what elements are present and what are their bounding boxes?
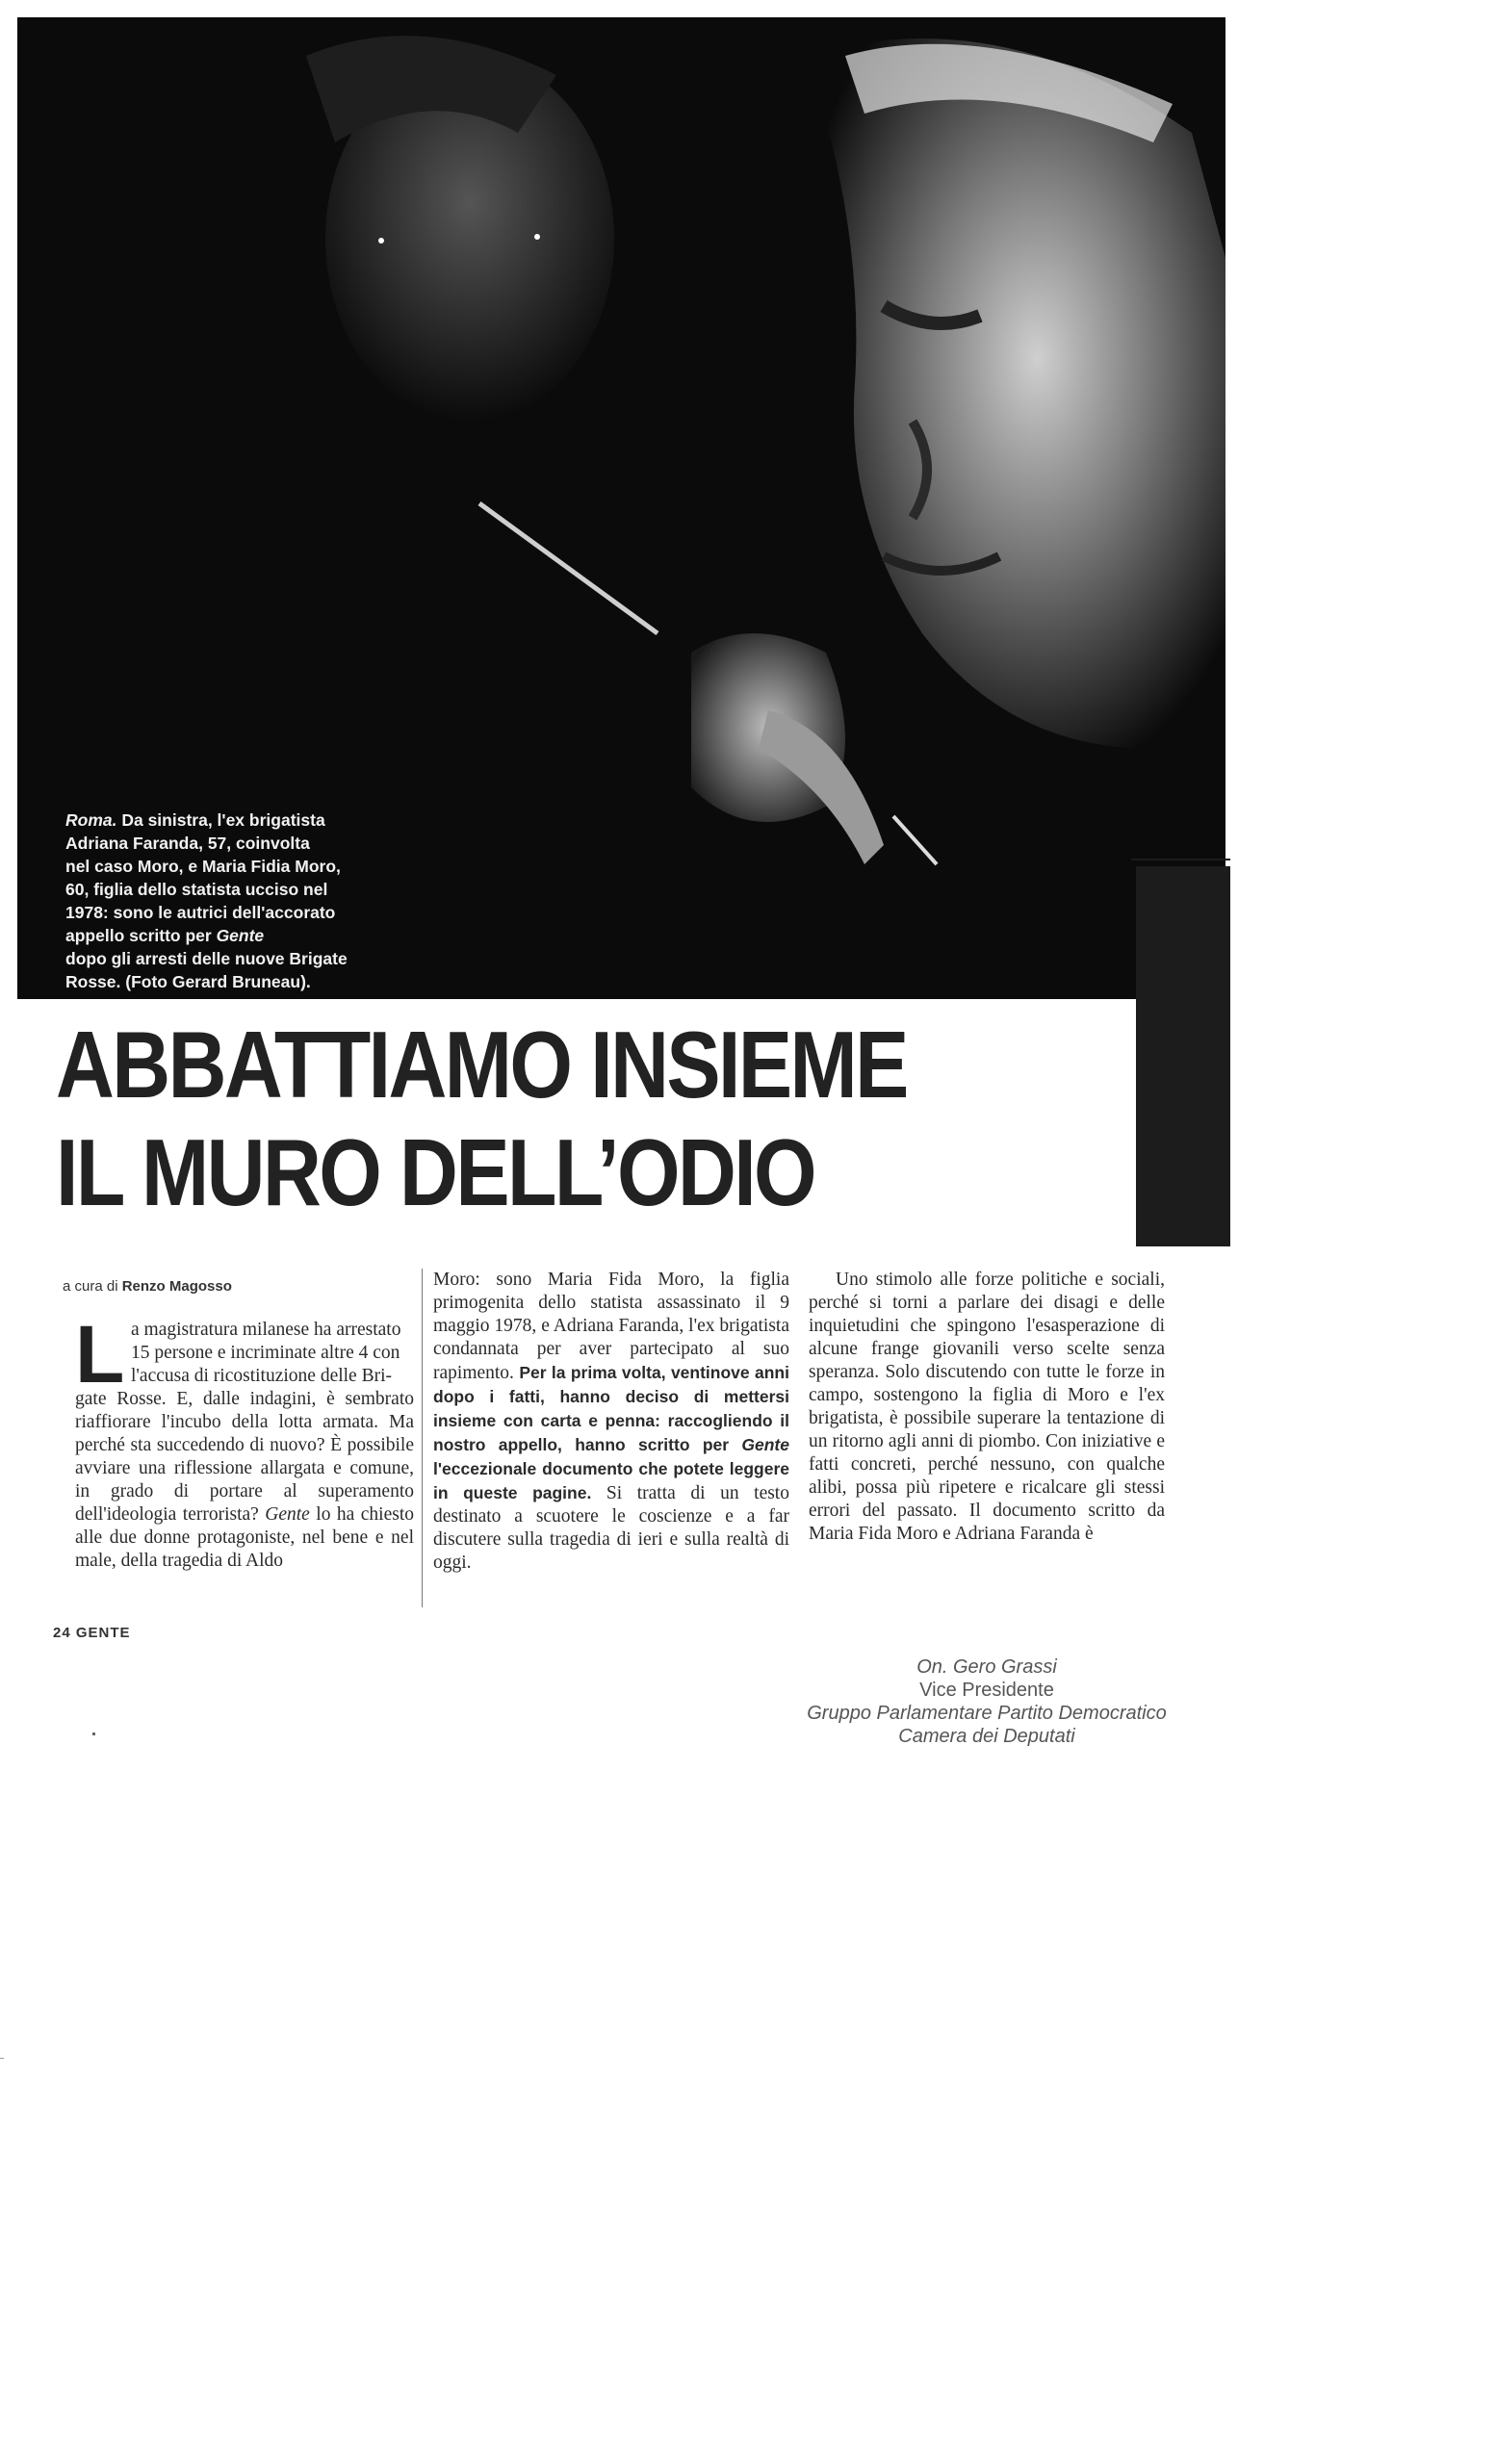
column-text: Uno stimolo alle forze politiche e sociali, perché si torni a parlare dei disagi e delle inquietudini che spingono l'esasperazione di alcune frange giovanili verso scelte senza speranza. Solo discutendo con tutte le forze in campo, sostengono la figlia di Moro e l'ex brigatista, è possibile superare la tentazione di un ritorno agli anni di piombo. Con iniziative e fatti concreti, perché nessuno, con qualche alibi, possa più ripetere e ricalcare gli stessi errori del passato. Il documento scritto da Maria Fida Moro e Adriana Faranda è (809, 1270, 1165, 1544)
signature-role: Vice Presidente (919, 1680, 1054, 1701)
headline-line-1: ABBATTIAMO INSIEME (56, 1012, 907, 1117)
highlighted-text: l'eccezionale documento che potete leggere in queste pagine. (433, 1459, 789, 1502)
caption-line: appello scritto per (65, 926, 217, 945)
decorative-rule (1131, 859, 1230, 860)
magazine-name: Gente (265, 1504, 310, 1525)
page-number: 24 (53, 1625, 71, 1641)
column-line: a magistratura milanese ha arrestato (131, 1320, 401, 1340)
scan-edge-mark (0, 2058, 4, 2059)
byline-prefix: a cura di (63, 1278, 122, 1295)
article-photo (17, 17, 1225, 999)
magazine-name: Gente (741, 1435, 789, 1454)
signature-chamber: Camera dei Deputati (898, 1726, 1075, 1747)
photo-caption (65, 808, 441, 993)
caption-line: Adriana Faranda, 57, coinvolta (65, 834, 310, 853)
caption-place: Roma. (65, 810, 117, 830)
magazine-footer: GENTE (75, 1625, 131, 1641)
page-folio (53, 1625, 131, 1641)
caption-line: Rosse. (Foto Gerard Bruneau). (65, 972, 311, 991)
article-column-1 (75, 1319, 414, 1573)
signature-name: On. Gero Grassi (916, 1656, 1057, 1678)
signature-group: Gruppo Parlamentare Partito Democratico (807, 1703, 1167, 1724)
column-line: 15 persone e incriminate altre 4 con (131, 1343, 400, 1363)
caption-line: 60, figlia dello statista ucciso nel (65, 880, 328, 899)
caption-line: nel caso Moro, e Maria Fidia Moro, (65, 857, 341, 876)
headline (56, 1011, 967, 1226)
column-text: gate Rosse. E, dalle indagini, è sembrato riaffiorare l'incubo della lotta armata. Ma perché sta succedendo di nuovo? È possibile avviare una riflessione allargata e comune, in grado di portare al superamento dell'ideologia terrorista? (75, 1389, 414, 1525)
column-text: lo ha chiesto alle due donne protagoniste, nel bene e nel male, della tragedia di Aldo (75, 1504, 414, 1571)
article-column-2 (433, 1269, 789, 1575)
article-column-3 (809, 1269, 1165, 1546)
scan-speck (92, 1732, 95, 1735)
caption-line: Da sinistra, l'ex brigatista (116, 810, 325, 830)
byline-author: Renzo Magosso (121, 1278, 232, 1295)
drop-cap: L (75, 1309, 125, 1399)
column-text: Si tratta di un testo destinato a scuotere le coscienze e a far discutere sulla tragedia di ieri e sulla realtà di oggi. (433, 1483, 789, 1573)
column-divider (422, 1269, 423, 1607)
byline (63, 1278, 232, 1295)
column-text: Moro: sono Maria Fida Moro, la figlia primogenita dello statista assassinato il 9 maggio 1978, e Adriana Faranda, l'ex brigatista condannata per aver partecipato al suo rapimento. (433, 1270, 789, 1383)
decorative-black-bar (1136, 866, 1230, 1246)
column-line: l'accusa di ricostituzione delle Bri- (131, 1366, 393, 1386)
caption-line: 1978: sono le autrici dell'accorato (65, 903, 336, 922)
signature-block (785, 1656, 1189, 1748)
highlighted-text: Per la prima volta, ventinove anni dopo i fatti, hanno deciso di mettersi insieme con carta e penna: raccogliendo il nostro appello, hanno scritto per (433, 1363, 789, 1454)
caption-magazine: Gente (216, 926, 265, 945)
caption-line: dopo gli arresti delle nuove Brigate (65, 949, 348, 968)
headline-line-2: IL MURO DELL’ODIO (56, 1119, 815, 1225)
